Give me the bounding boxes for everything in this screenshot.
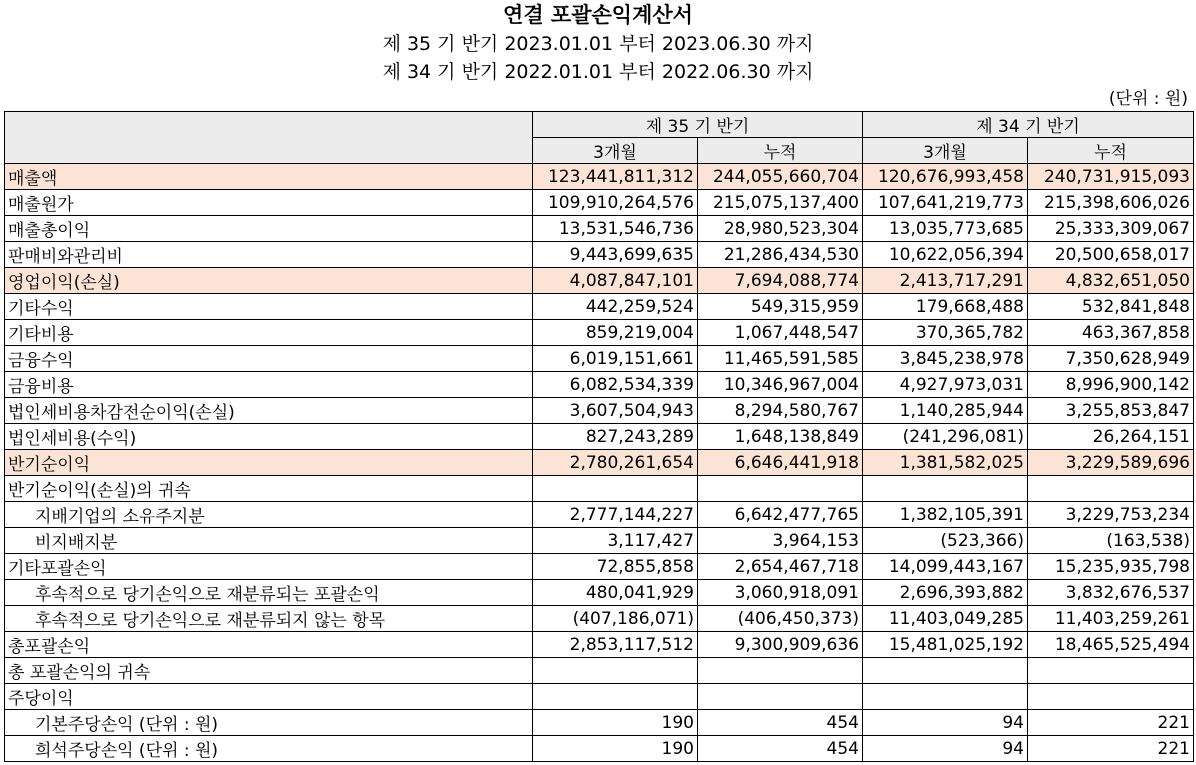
- value-q35-three-month: 109,910,264,576: [533, 190, 698, 216]
- value-q34-three-month: 10,622,056,394: [863, 242, 1028, 268]
- table-row: [5, 242, 1194, 268]
- row-label: 반기순이익: [5, 450, 533, 476]
- row-label: 희석주당손익 (단위 : 원): [5, 736, 533, 762]
- table-row: [5, 294, 1194, 320]
- value-q34-three-month: 3,845,238,978: [863, 346, 1028, 372]
- value-q34-three-month: 14,099,443,167: [863, 554, 1028, 580]
- value-q35-three-month: 480,041,929: [533, 580, 698, 606]
- table-row: [5, 606, 1194, 632]
- row-label: 영업이익(손실): [5, 268, 533, 294]
- value-q35-three-month: 3,117,427: [533, 528, 698, 554]
- value-q34-three-month: 179,668,488: [863, 294, 1028, 320]
- value-q35-three-month: 190: [533, 710, 698, 736]
- value-q35-cumulative: 3,964,153: [698, 528, 863, 554]
- table-row: [5, 736, 1194, 762]
- value-q34-cumulative: 26,264,151: [1028, 424, 1194, 450]
- period-prior: 제 34 기 반기 2022.01.01 부터 2022.06.30 까지: [382, 61, 814, 83]
- header-period-34: 제 34 기 반기: [863, 112, 1194, 138]
- unit-label: (단위 : 원): [1108, 89, 1188, 109]
- value-q34-cumulative: [1028, 684, 1194, 710]
- value-q35-three-month: 859,219,004: [533, 320, 698, 346]
- value-q35-cumulative: (406,450,373): [698, 606, 863, 632]
- value-q34-cumulative: 221: [1028, 736, 1194, 762]
- value-q34-three-month: (241,296,081): [863, 424, 1028, 450]
- table-row: [5, 450, 1194, 476]
- row-label: 매출액: [5, 164, 533, 190]
- value-q34-three-month: 11,403,049,285: [863, 606, 1028, 632]
- value-q34-cumulative: 221: [1028, 710, 1194, 736]
- value-q34-three-month: 370,365,782: [863, 320, 1028, 346]
- value-q34-three-month: [863, 476, 1028, 502]
- value-q35-three-month: (407,186,071): [533, 606, 698, 632]
- value-q35-cumulative: [698, 658, 863, 684]
- value-q35-three-month: 2,780,261,654: [533, 450, 698, 476]
- header-34-three-month: 3개월: [863, 138, 1028, 164]
- value-q35-three-month: 827,243,289: [533, 424, 698, 450]
- value-q35-three-month: 9,443,699,635: [533, 242, 698, 268]
- value-q35-cumulative: [698, 684, 863, 710]
- row-label: 매출총이익: [5, 216, 533, 242]
- value-q34-three-month: (523,366): [863, 528, 1028, 554]
- table-row: [5, 164, 1194, 190]
- value-q34-cumulative: 3,229,753,234: [1028, 502, 1194, 528]
- header-35-cumulative: 누적: [698, 138, 863, 164]
- value-q34-cumulative: (163,538): [1028, 528, 1194, 554]
- value-q34-three-month: 2,413,717,291: [863, 268, 1028, 294]
- value-q35-cumulative: 1,648,138,849: [698, 424, 863, 450]
- value-q34-cumulative: 8,996,900,142: [1028, 372, 1194, 398]
- row-label: 매출원가: [5, 190, 533, 216]
- value-q35-three-month: 190: [533, 736, 698, 762]
- value-q34-cumulative: 3,229,589,696: [1028, 450, 1194, 476]
- value-q35-cumulative: 3,060,918,091: [698, 580, 863, 606]
- table-row: [5, 190, 1194, 216]
- value-q35-cumulative: 7,694,088,774: [698, 268, 863, 294]
- row-label: 총포괄손익: [5, 632, 533, 658]
- value-q35-three-month: [533, 658, 698, 684]
- value-q34-cumulative: 215,398,606,026: [1028, 190, 1194, 216]
- table-row: [5, 528, 1194, 554]
- value-q34-three-month: 1,382,105,391: [863, 502, 1028, 528]
- table-row: [5, 372, 1194, 398]
- value-q34-cumulative: 20,500,658,017: [1028, 242, 1194, 268]
- table-row: [5, 268, 1194, 294]
- value-q34-cumulative: 3,255,853,847: [1028, 398, 1194, 424]
- value-q34-three-month: [863, 658, 1028, 684]
- table-row: [5, 710, 1194, 736]
- value-q35-cumulative: 21,286,434,530: [698, 242, 863, 268]
- value-q34-cumulative: 7,350,628,949: [1028, 346, 1194, 372]
- table-row: [5, 320, 1194, 346]
- table-row: [5, 554, 1194, 580]
- table-row: [5, 216, 1194, 242]
- value-q35-three-month: 13,531,546,736: [533, 216, 698, 242]
- value-q35-cumulative: 244,055,660,704: [698, 164, 863, 190]
- income-statement-table: [4, 111, 1194, 762]
- value-q34-three-month: 2,696,393,882: [863, 580, 1028, 606]
- table-row: [5, 424, 1194, 450]
- value-q35-cumulative: [698, 476, 863, 502]
- header-label-cell: [5, 112, 533, 164]
- table-row: [5, 658, 1194, 684]
- row-label: 금융수익: [5, 346, 533, 372]
- value-q34-cumulative: 3,832,676,537: [1028, 580, 1194, 606]
- value-q34-three-month: 15,481,025,192: [863, 632, 1028, 658]
- row-label: 비지배지분: [5, 528, 533, 554]
- row-label: 반기순이익(손실)의 귀속: [5, 476, 533, 502]
- table-row: [5, 346, 1194, 372]
- row-label: 법인세비용차감전순이익(손실): [5, 398, 533, 424]
- value-q35-cumulative: 549,315,959: [698, 294, 863, 320]
- row-label: 후속적으로 당기손익으로 재분류되는 포괄손익: [5, 580, 533, 606]
- header-period-35: 제 35 기 반기: [533, 112, 863, 138]
- row-label: 지배기업의 소유주지분: [5, 502, 533, 528]
- row-label: 후속적으로 당기손익으로 재분류되지 않는 항목: [5, 606, 533, 632]
- value-q35-three-month: 4,087,847,101: [533, 268, 698, 294]
- row-label: 기타포괄손익: [5, 554, 533, 580]
- row-label: 판매비와관리비: [5, 242, 533, 268]
- value-q35-three-month: 72,855,858: [533, 554, 698, 580]
- value-q34-three-month: 94: [863, 710, 1028, 736]
- header-34-cumulative: 누적: [1028, 138, 1194, 164]
- value-q34-three-month: 4,927,973,031: [863, 372, 1028, 398]
- value-q35-three-month: 123,441,811,312: [533, 164, 698, 190]
- value-q35-cumulative: 454: [698, 710, 863, 736]
- value-q35-cumulative: 454: [698, 736, 863, 762]
- value-q34-cumulative: 11,403,259,261: [1028, 606, 1194, 632]
- period-current: 제 35 기 반기 2023.01.01 부터 2023.06.30 까지: [382, 33, 814, 55]
- value-q34-cumulative: 18,465,525,494: [1028, 632, 1194, 658]
- value-q34-cumulative: 15,235,935,798: [1028, 554, 1194, 580]
- value-q34-three-month: 1,381,582,025: [863, 450, 1028, 476]
- value-q34-cumulative: [1028, 658, 1194, 684]
- row-label: 주당이익: [5, 684, 533, 710]
- value-q34-three-month: 120,676,993,458: [863, 164, 1028, 190]
- value-q35-cumulative: 10,346,967,004: [698, 372, 863, 398]
- value-q35-cumulative: 6,642,477,765: [698, 502, 863, 528]
- value-q35-cumulative: 1,067,448,547: [698, 320, 863, 346]
- row-label: 법인세비용(수익): [5, 424, 533, 450]
- value-q35-three-month: 3,607,504,943: [533, 398, 698, 424]
- value-q34-cumulative: 532,841,848: [1028, 294, 1194, 320]
- value-q34-three-month: [863, 684, 1028, 710]
- value-q34-cumulative: 4,832,651,050: [1028, 268, 1194, 294]
- value-q34-cumulative: 240,731,915,093: [1028, 164, 1194, 190]
- row-label: 총 포괄손익의 귀속: [5, 658, 533, 684]
- value-q35-three-month: [533, 684, 698, 710]
- value-q34-three-month: 13,035,773,685: [863, 216, 1028, 242]
- value-q35-cumulative: 28,980,523,304: [698, 216, 863, 242]
- table-row: [5, 684, 1194, 710]
- table-row: [5, 398, 1194, 424]
- row-label: 기타비용: [5, 320, 533, 346]
- table-row: [5, 476, 1194, 502]
- value-q35-cumulative: 2,654,467,718: [698, 554, 863, 580]
- table-row: [5, 580, 1194, 606]
- value-q34-cumulative: 25,333,309,067: [1028, 216, 1194, 242]
- value-q35-three-month: 2,853,117,512: [533, 632, 698, 658]
- header-35-three-month: 3개월: [533, 138, 698, 164]
- table-row: [5, 632, 1194, 658]
- value-q34-three-month: 94: [863, 736, 1028, 762]
- statement-title: 연결 포괄손익계산서: [503, 3, 693, 27]
- value-q34-three-month: 1,140,285,944: [863, 398, 1028, 424]
- value-q35-three-month: 442,259,524: [533, 294, 698, 320]
- row-label: 금융비용: [5, 372, 533, 398]
- value-q35-three-month: 6,019,151,661: [533, 346, 698, 372]
- header-row-periods: [5, 112, 1194, 138]
- table-row: [5, 502, 1194, 528]
- value-q34-cumulative: [1028, 476, 1194, 502]
- value-q35-cumulative: 6,646,441,918: [698, 450, 863, 476]
- value-q35-cumulative: 8,294,580,767: [698, 398, 863, 424]
- value-q35-three-month: [533, 476, 698, 502]
- row-label: 기타수익: [5, 294, 533, 320]
- value-q35-cumulative: 9,300,909,636: [698, 632, 863, 658]
- value-q35-cumulative: 11,465,591,585: [698, 346, 863, 372]
- value-q35-three-month: 6,082,534,339: [533, 372, 698, 398]
- value-q34-cumulative: 463,367,858: [1028, 320, 1194, 346]
- value-q35-three-month: 2,777,144,227: [533, 502, 698, 528]
- row-label: 기본주당손익 (단위 : 원): [5, 710, 533, 736]
- value-q35-cumulative: 215,075,137,400: [698, 190, 863, 216]
- value-q34-three-month: 107,641,219,773: [863, 190, 1028, 216]
